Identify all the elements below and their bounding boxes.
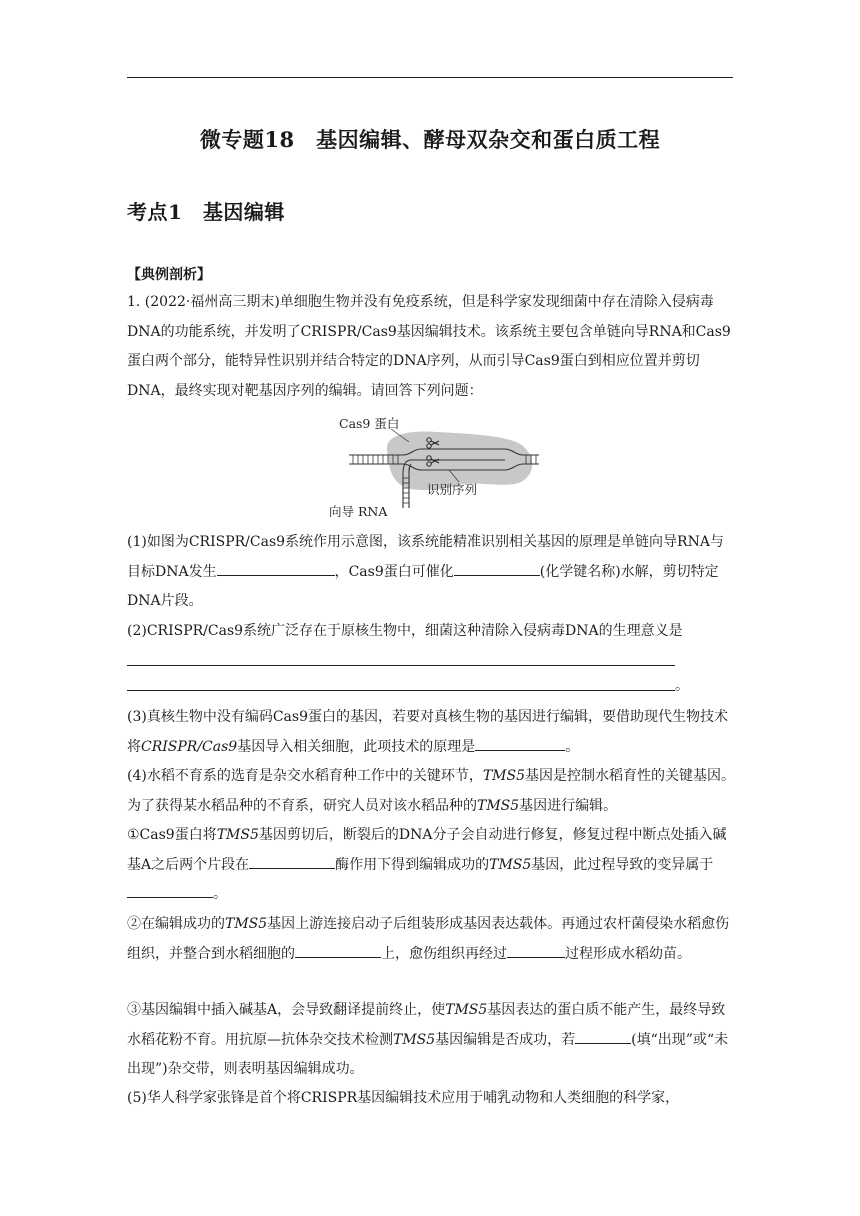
q43-text-d: (填“出现”或“未出现”)杂交带，则表明基因编辑成功。 [127, 1031, 729, 1077]
example-label: 【典例剖析】 [127, 267, 211, 283]
question-4-3 [127, 996, 735, 1085]
q4-gene: TMS5 [477, 797, 520, 814]
page-title: 微专题18 基因编辑、酵母双杂交和蛋白质工程 [199, 127, 661, 152]
question-4 [127, 762, 735, 821]
q4-text-b: 基因是控制水稻育性的关键基因。为了获得某水稻品种的不育系，研究人员对该水稻品种的 [127, 768, 736, 814]
q2-end-mark: 。 [675, 678, 689, 694]
q3-gene: CRISPR/Cas9 [141, 738, 238, 755]
q43-text-a: ③基因编辑中插入碱基A，会导致翻译提前终止，使 [127, 1002, 446, 1018]
label-recognition-seq: 识别序列 [427, 482, 478, 497]
question-2 [127, 617, 735, 647]
answer-blank[interactable] [127, 883, 213, 898]
answer-blank[interactable] [575, 1029, 631, 1044]
q41-text-a: ①Cas9蛋白将 [127, 827, 217, 843]
q41-gene: TMS5 [489, 856, 532, 873]
q3-text-b: 基因导入相关细胞，此项技术的原理是 [237, 738, 476, 755]
header-rule [127, 77, 733, 78]
answer-blank[interactable] [475, 736, 565, 751]
q41-text-c: 酶作用下得到编辑成功的 [335, 856, 490, 873]
answer-blank[interactable] [454, 561, 540, 576]
label-cas9: Cas9 蛋白 [339, 416, 400, 431]
q43-text-b: 基因表达的蛋白质不能产生，最终导致水稻花粉不育。用抗原—抗体杂交技术检测 [127, 1002, 726, 1048]
q41-gene: TMS5 [216, 827, 259, 843]
q43-gene: TMS5 [393, 1031, 436, 1048]
q1-text-a: (1)如图为CRISPR/Cas9系统作用示意图，该系统能精准识别相关基因的原理是单链向导RNA与目标DNA发生 [127, 534, 724, 580]
q1-text-c: (化学键名称)水解，剪切特定DNA片段。 [127, 563, 719, 609]
question-1 [127, 528, 735, 617]
q42-text-d: 过程形成水稻幼苗。 [565, 945, 691, 962]
intro-text: 1. (2022·福州高三期末)单细胞生物并没有免疫系统，但是科学家发现细菌中存在清除入侵病毒DNA的功能系统，并发明了CRISPR/Cas9基因编辑技术。该系统主要包含单链向导RNA和Cas9蛋白两个部分，能特异性识别并结合特定的DNA序列，从而引导Cas9蛋白到相应位置并剪切DNA，最终实现对靶基因序列的编辑。请回答下列问题： [127, 294, 731, 399]
answer-blank[interactable] [507, 943, 565, 958]
q1-text-b: ，Cas9蛋白可催化 [334, 563, 454, 580]
question-4-1 [127, 821, 735, 910]
q41-text-b: 基因剪切后，断裂后的DNA分子会自动进行修复，修复过程中断点处插入碱基A之后两个片段在 [127, 827, 727, 873]
q41-text-e: 。 [213, 886, 227, 902]
answer-line[interactable] [127, 690, 675, 691]
crispr-diagram [325, 412, 550, 524]
q42-gene: TMS5 [225, 916, 268, 932]
label-guide-rna: 向导 RNA [329, 504, 388, 519]
q5-text: (5)华人科学家张锋是首个将CRISPR基因编辑技术应用于哺乳动物和人类细胞的科学家， [127, 1090, 680, 1106]
q4-gene: TMS5 [482, 768, 526, 784]
answer-blank[interactable] [249, 854, 335, 869]
q2-text: (2)CRISPR/Cas9系统广泛存在于原核生物中，细菌这种清除入侵病毒DNA的生理意义是 [127, 623, 683, 639]
q4-text-a: (4)水稻不育系的选育是杂交水稻育种工作中的关键环节， [127, 768, 483, 784]
q3-text-a: (3)真核生物中没有编码Cas9蛋白的基因，若要对真核生物的基因进行编辑，要借助现代生物技术将 [127, 709, 728, 755]
q3-text-c: 。 [565, 738, 580, 755]
q42-text-a: ②在编辑成功的 [127, 916, 225, 932]
q43-gene: TMS5 [445, 1002, 488, 1018]
question-4-2 [127, 910, 735, 969]
question-intro [127, 288, 735, 406]
answer-blank[interactable] [217, 561, 335, 576]
question-3 [127, 703, 735, 762]
q41-text-d: 基因，此过程导致的变异属于 [531, 856, 714, 873]
q4-text-c: 基因进行编辑。 [519, 797, 618, 814]
q42-text-b: 基因上游连接启动子后组装形成基因表达载体。再通过农杆菌侵染水稻愈伤组织，并整合到水稻细胞的 [127, 916, 730, 962]
q42-text-c: 上，愈伤组织再经过 [381, 945, 507, 962]
question-5 [127, 1084, 735, 1114]
q43-text-c: 基因编辑是否成功，若 [435, 1031, 576, 1048]
section-heading: 考点1 基因编辑 [127, 200, 285, 224]
answer-blank[interactable] [295, 943, 381, 958]
answer-line[interactable] [127, 665, 675, 666]
